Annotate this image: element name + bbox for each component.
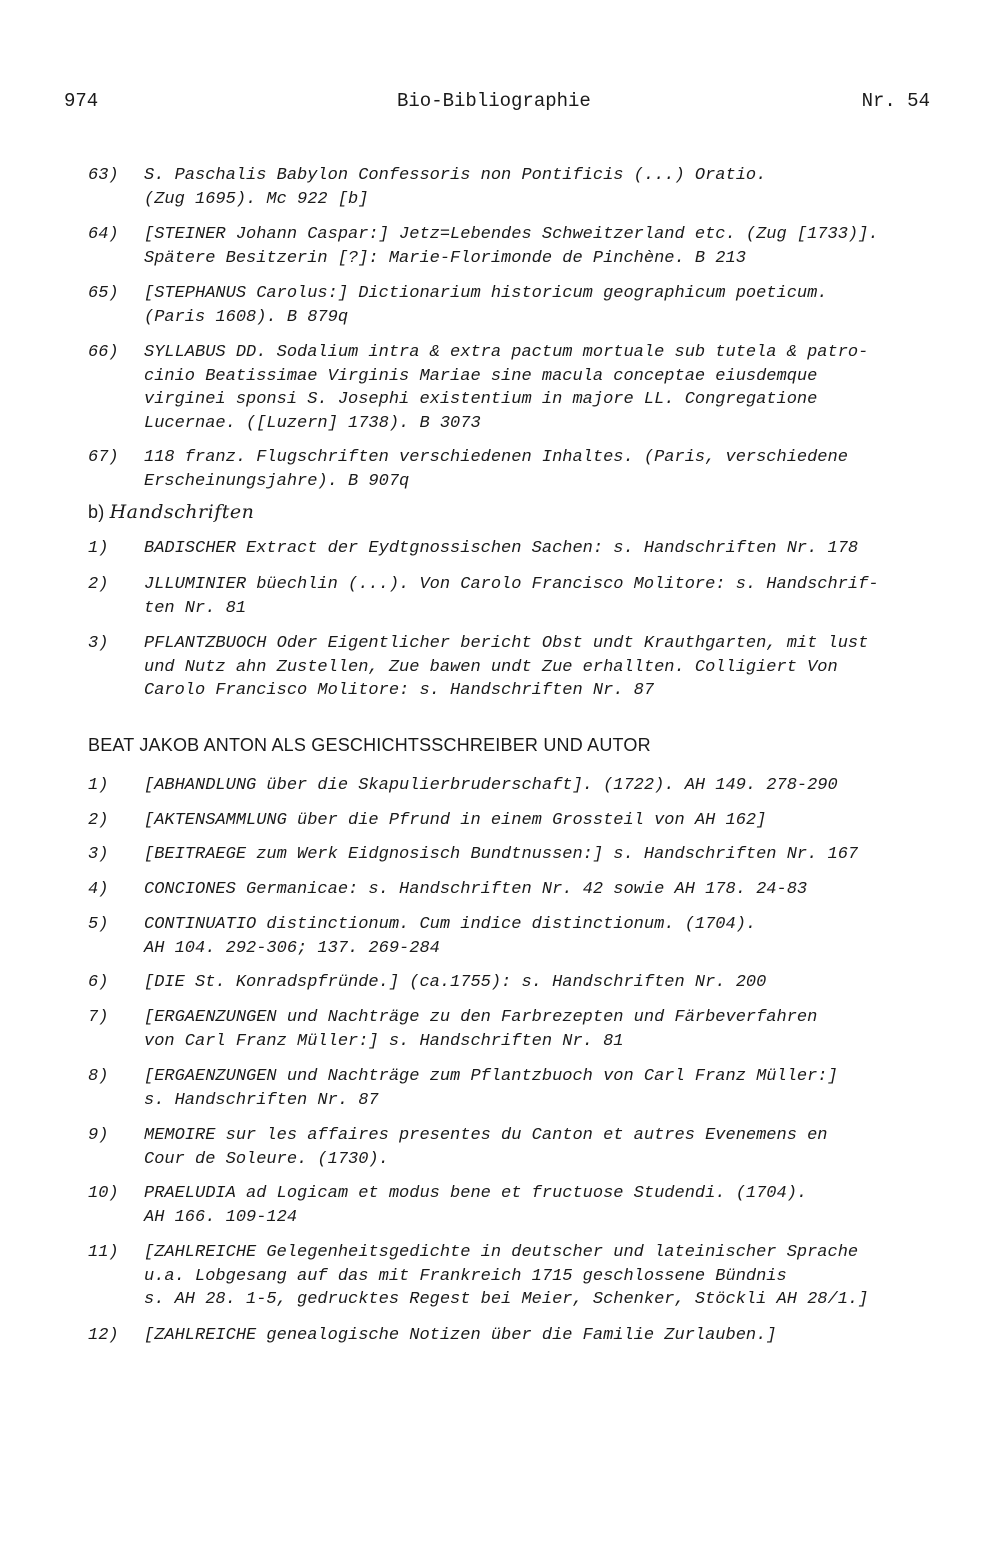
entry-line: Cour de Soleure. (1730). bbox=[144, 1149, 389, 1169]
subsection-title: Handschriften bbox=[109, 501, 255, 523]
entry-line: [BEITRAEGE zum Werk Eidgnosisch Bundtnussen:] s. Handschriften Nr. 167 bbox=[144, 845, 859, 864]
entry-number: 64) bbox=[88, 225, 119, 244]
entry-number: 2) bbox=[88, 811, 109, 830]
entry-number: 67) bbox=[88, 448, 119, 467]
entry-number: 8) bbox=[88, 1067, 109, 1086]
entry-number: 66) bbox=[88, 343, 119, 362]
entry-line: PFLANTZBUOCH Oder Eigentlicher bericht Obst undt Krauthgarten, mit lust bbox=[144, 634, 869, 653]
page-header bbox=[64, 90, 930, 116]
entry-line: Erscheinungsjahre). B 907q bbox=[144, 471, 410, 491]
entry-line: [ABHANDLUNG über die Skapulierbruderschaft]. (1722). AH 149. 278-290 bbox=[144, 776, 838, 795]
entry-line: BADISCHER Extract der Eydtgnossischen Sachen: s. Handschriften Nr. 178 bbox=[144, 539, 859, 558]
subsection-prefix: b) bbox=[88, 502, 105, 522]
entry-line: [STEINER Johann Caspar:] Jetz=Lebendes Schweitzerland etc. (Zug [1733)]. bbox=[144, 225, 879, 244]
entry-line: CONCIONES Germanicae: s. Handschriften Nr. 42 sowie AH 178. 24-83 bbox=[144, 880, 808, 899]
entry-text bbox=[144, 843, 944, 867]
entry-line: von Carl Franz Müller:] s. Handschriften Nr. 81 bbox=[144, 1031, 624, 1051]
running-title: Bio-Bibliographie bbox=[397, 90, 591, 112]
entry-number: 63) bbox=[88, 166, 119, 185]
entry-number: 11) bbox=[88, 1243, 119, 1262]
entry-text bbox=[144, 971, 944, 995]
entry-number: 6) bbox=[88, 973, 109, 992]
entry-text bbox=[144, 164, 944, 211]
entry-line: (Paris 1608). B 879q bbox=[144, 307, 349, 327]
entry-line: 118 franz. Flugschriften verschiedenen Inhaltes. (Paris, verschiedene bbox=[144, 448, 848, 467]
entry-line: Spätere Besitzerin [?]: Marie-Florimonde de Pinchène. B 213 bbox=[144, 248, 746, 268]
entry-text bbox=[144, 878, 944, 902]
entry-line: u.a. Lobgesang auf das mit Frankreich 1715 geschlossene Bündnis bbox=[144, 1266, 787, 1286]
entry-line: [ERGAENZUNGEN und Nachträge zu den Farbrezepten und Färbeverfahren bbox=[144, 1008, 818, 1027]
page-number: 974 bbox=[64, 90, 99, 112]
entry-number: 5) bbox=[88, 915, 109, 934]
entry-line: MEMOIRE sur les affaires presentes du Canton et autres Evenemens en bbox=[144, 1126, 828, 1145]
entry-number: 65) bbox=[88, 284, 119, 303]
entry-line: Carolo Francisco Molitore: s. Handschriften Nr. 87 bbox=[144, 681, 655, 700]
entry-text bbox=[144, 774, 944, 798]
entry-text bbox=[144, 809, 944, 833]
entry-line: s. Handschriften Nr. 87 bbox=[144, 1090, 379, 1110]
entry-line: und Nutz ahn Zustellen, Zue bawen undt Zue erhallten. Colligiert Von bbox=[144, 657, 838, 677]
entry-line: PRAELUDIA ad Logicam et modus bene et fructuose Studendi. (1704). bbox=[144, 1184, 808, 1203]
entry-line: ten Nr. 81 bbox=[144, 598, 247, 618]
entry-line: virginei sponsi S. Josephi existentium in majore LL. Congregatione bbox=[144, 390, 818, 409]
entry-line: cinio Beatissimae Virginis Mariae sine macula conceptae eiusdemque bbox=[144, 366, 818, 386]
entry-text bbox=[144, 573, 944, 620]
entry-text bbox=[144, 913, 944, 960]
section-number: Nr. 54 bbox=[861, 90, 930, 112]
subsection-heading bbox=[88, 501, 254, 523]
entry-number: 1) bbox=[88, 539, 109, 558]
entry-line: JLLUMINIER büechlin (...). Von Carolo Francisco Molitore: s. Handschrif- bbox=[144, 575, 879, 594]
entry-text bbox=[144, 537, 944, 561]
entry-line: [DIE St. Konradspfründe.] (ca.1755): s. Handschriften Nr. 200 bbox=[144, 973, 767, 992]
entry-line: (Zug 1695). Mc 922 [b] bbox=[144, 189, 369, 209]
entry-number: 3) bbox=[88, 634, 109, 653]
entry-line: CONTINUATIO distinctionum. Cum indice distinctionum. (1704). bbox=[144, 915, 757, 934]
entry-line: [ZAHLREICHE genealogische Notizen über die Familie Zurlauben.] bbox=[144, 1326, 777, 1345]
entry-text bbox=[144, 1006, 944, 1053]
section-heading: BEAT JAKOB ANTON ALS GESCHICHTSSCHREIBER UND AUTOR bbox=[88, 735, 651, 755]
entry-line: [STEPHANUS Carolus:] Dictionarium historicum geographicum poeticum. bbox=[144, 284, 828, 303]
entry-text bbox=[144, 282, 944, 329]
entry-number: 9) bbox=[88, 1126, 109, 1145]
entry-text bbox=[144, 632, 944, 703]
entry-line: [ZAHLREICHE Gelegenheitsgedichte in deutscher und lateinischer Sprache bbox=[144, 1243, 859, 1262]
entry-text bbox=[144, 1241, 944, 1312]
entry-line: AH 166. 109-124 bbox=[144, 1207, 298, 1227]
entry-text bbox=[144, 1065, 944, 1112]
entry-number: 7) bbox=[88, 1008, 109, 1027]
entry-number: 10) bbox=[88, 1184, 119, 1203]
entry-line: [AKTENSAMMLUNG über die Pfrund in einem Grossteil von AH 162] bbox=[144, 811, 767, 830]
entry-number: 12) bbox=[88, 1326, 119, 1345]
entry-line: AH 104. 292-306; 137. 269-284 bbox=[144, 938, 440, 958]
entry-line: [ERGAENZUNGEN und Nachträge zum Pflantzbuoch von Carl Franz Müller:] bbox=[144, 1067, 838, 1086]
entry-text bbox=[144, 341, 944, 435]
entry-line: Lucernae. ([Luzern] 1738). B 3073 bbox=[144, 413, 481, 433]
entry-text bbox=[144, 1324, 944, 1348]
entry-number: 1) bbox=[88, 776, 109, 795]
entry-text bbox=[144, 223, 944, 270]
entry-number: 3) bbox=[88, 845, 109, 864]
entry-number: 2) bbox=[88, 575, 109, 594]
entry-line: SYLLABUS DD. Sodalium intra & extra pactum mortuale sub tutela & patro- bbox=[144, 343, 869, 362]
entry-text bbox=[144, 1124, 944, 1171]
entry-text bbox=[144, 446, 944, 493]
entry-line: s. AH 28. 1-5, gedrucktes Regest bei Meier, Schenker, Stöckli AH 28/1.] bbox=[144, 1290, 869, 1309]
entry-number: 4) bbox=[88, 880, 109, 899]
entry-text bbox=[144, 1182, 944, 1229]
entry-line: S. Paschalis Babylon Confessoris non Pontificis (...) Oratio. bbox=[144, 166, 767, 185]
